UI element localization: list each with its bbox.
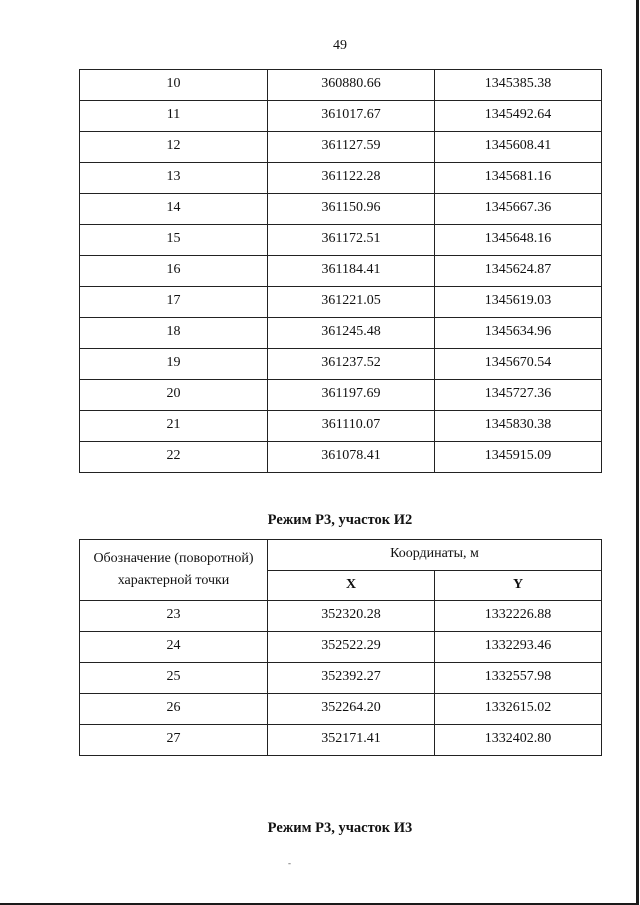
table-row bbox=[80, 318, 602, 349]
table-row bbox=[80, 442, 602, 473]
point-number-cell: 21 bbox=[80, 411, 268, 442]
stray-mark: - bbox=[288, 858, 291, 868]
x-coordinate-cell: 361172.51 bbox=[268, 225, 435, 256]
x-coordinate-cell: 361127.59 bbox=[268, 132, 435, 163]
x-coordinate-cell: 360880.66 bbox=[268, 70, 435, 101]
point-number-cell: 25 bbox=[80, 663, 268, 694]
point-number-cell: 27 bbox=[80, 725, 268, 756]
table-row bbox=[80, 287, 602, 318]
y-coordinate-cell: 1345830.38 bbox=[435, 411, 602, 442]
point-number-cell: 13 bbox=[80, 163, 268, 194]
y-coordinate-cell: 1345634.96 bbox=[435, 318, 602, 349]
table-row bbox=[80, 411, 602, 442]
point-number-cell: 10 bbox=[80, 70, 268, 101]
point-number-cell: 16 bbox=[80, 256, 268, 287]
table-row bbox=[80, 163, 602, 194]
point-number-cell: 26 bbox=[80, 694, 268, 725]
table-row bbox=[80, 694, 602, 725]
point-designation-header-line1: Обозначение (поворотной) bbox=[93, 551, 254, 566]
table-row bbox=[80, 349, 602, 380]
table-row bbox=[80, 194, 602, 225]
point-designation-header-line2: характерной точки bbox=[117, 573, 230, 588]
x-column-header: X bbox=[268, 571, 435, 601]
section-title-i3: Режим Р3, участок И3 bbox=[267, 820, 413, 836]
page-number: 49 bbox=[333, 38, 347, 53]
x-coordinate-cell: 361017.67 bbox=[268, 101, 435, 132]
y-column-header: Y bbox=[435, 571, 602, 601]
table-row bbox=[80, 101, 602, 132]
point-number-cell: 14 bbox=[80, 194, 268, 225]
x-coordinate-cell: 361110.07 bbox=[268, 411, 435, 442]
y-coordinate-cell: 1345670.54 bbox=[435, 349, 602, 380]
x-coordinate-cell: 352522.29 bbox=[268, 632, 435, 663]
y-coordinate-cell: 1345619.03 bbox=[435, 287, 602, 318]
x-coordinate-cell: 352264.20 bbox=[268, 694, 435, 725]
point-number-cell: 19 bbox=[80, 349, 268, 380]
y-coordinate-cell: 1345667.36 bbox=[435, 194, 602, 225]
point-number-cell: 15 bbox=[80, 225, 268, 256]
coordinates-table-body bbox=[80, 70, 602, 473]
section-title-i2: Режим Р3, участок И2 bbox=[267, 512, 413, 528]
point-number-cell: 17 bbox=[80, 287, 268, 318]
x-coordinate-cell: 361184.41 bbox=[268, 256, 435, 287]
table-row bbox=[80, 256, 602, 287]
x-coordinate-cell: 361078.41 bbox=[268, 442, 435, 473]
point-number-cell: 12 bbox=[80, 132, 268, 163]
x-coordinate-cell: 352392.27 bbox=[268, 663, 435, 694]
y-coordinate-cell: 1345624.87 bbox=[435, 256, 602, 287]
x-coordinate-cell: 361122.28 bbox=[268, 163, 435, 194]
point-designation-header bbox=[80, 540, 268, 601]
x-coordinate-cell: 361197.69 bbox=[268, 380, 435, 411]
table-row bbox=[80, 632, 602, 663]
table-row bbox=[80, 70, 602, 101]
y-coordinate-cell: 1345648.16 bbox=[435, 225, 602, 256]
point-number-cell: 11 bbox=[80, 101, 268, 132]
x-coordinate-cell: 361221.05 bbox=[268, 287, 435, 318]
coordinates-table-continued bbox=[79, 69, 602, 473]
table-row bbox=[80, 132, 602, 163]
table-row bbox=[80, 225, 602, 256]
y-coordinate-cell: 1332293.46 bbox=[435, 632, 602, 663]
y-coordinate-cell: 1345727.36 bbox=[435, 380, 602, 411]
y-coordinate-cell: 1345681.16 bbox=[435, 163, 602, 194]
point-number-cell: 22 bbox=[80, 442, 268, 473]
x-coordinate-cell: 361237.52 bbox=[268, 349, 435, 380]
y-coordinate-cell: 1345492.64 bbox=[435, 101, 602, 132]
x-coordinate-cell: 361150.96 bbox=[268, 194, 435, 225]
table-row bbox=[80, 663, 602, 694]
y-coordinate-cell: 1345608.41 bbox=[435, 132, 602, 163]
table-row bbox=[80, 725, 602, 756]
point-number-cell: 18 bbox=[80, 318, 268, 349]
x-coordinate-cell: 361245.48 bbox=[268, 318, 435, 349]
x-coordinate-cell: 352171.41 bbox=[268, 725, 435, 756]
y-coordinate-cell: 1345915.09 bbox=[435, 442, 602, 473]
table-row bbox=[80, 601, 602, 632]
y-coordinate-cell: 1332615.02 bbox=[435, 694, 602, 725]
x-coordinate-cell: 352320.28 bbox=[268, 601, 435, 632]
y-coordinate-cell: 1332226.88 bbox=[435, 601, 602, 632]
coordinates-table-i2-body bbox=[80, 601, 602, 756]
y-coordinate-cell: 1345385.38 bbox=[435, 70, 602, 101]
y-coordinate-cell: 1332402.80 bbox=[435, 725, 602, 756]
point-number-cell: 24 bbox=[80, 632, 268, 663]
point-number-cell: 20 bbox=[80, 380, 268, 411]
table-row bbox=[80, 380, 602, 411]
coordinates-header: Координаты, м bbox=[268, 540, 602, 571]
coordinates-table-i2 bbox=[79, 539, 602, 756]
y-coordinate-cell: 1332557.98 bbox=[435, 663, 602, 694]
point-number-cell: 23 bbox=[80, 601, 268, 632]
